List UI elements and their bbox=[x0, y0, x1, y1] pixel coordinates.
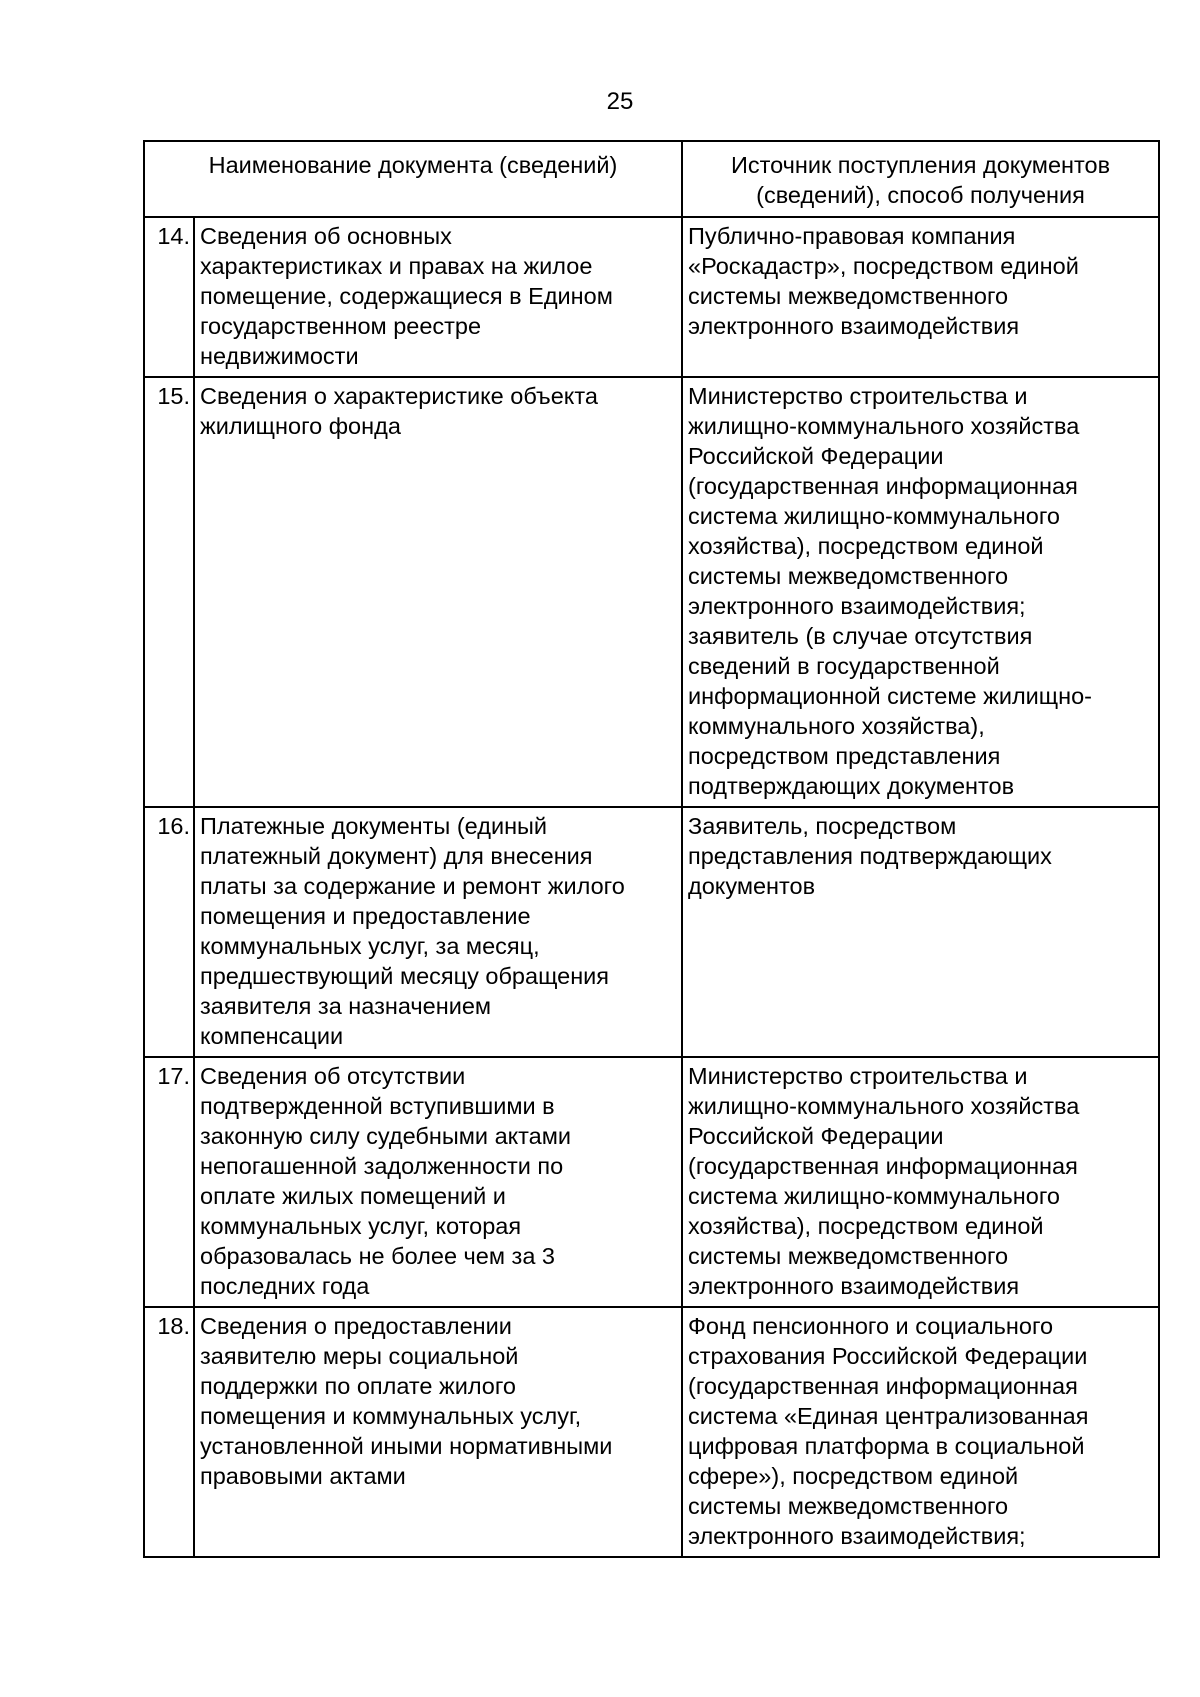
row-number: 18. bbox=[144, 1307, 194, 1557]
row-document-source bbox=[682, 1057, 1159, 1307]
row-document-source-text: Фонд пенсионного и социального страхования Российской Федерации (государственная информационная система «Единая централизованная цифровая платформа в социальной сфере»), посредством единой системы межведомственного электронного взаимодействия; bbox=[688, 1313, 1089, 1549]
row-document-name-text: Платежные документы (единый платежный документ) для внесения платы за содержание и ремонт жилого помещения и предоставление коммунальных услуг, за месяц, предшествующий месяцу обращения заявителя за назначением компенсации bbox=[200, 813, 625, 1049]
header-document-source bbox=[682, 141, 1159, 217]
table-row bbox=[144, 807, 1159, 1057]
header-document-name-text: Наименование документа (сведений) bbox=[208, 152, 618, 178]
row-document-name-text: Сведения об отсутствии подтвержденной вступившими в законную силу судебными актами непогашенной задолженности по оплате жилых помещений и коммунальных услуг, которая образовалась не более чем за 3 последних года bbox=[200, 1063, 572, 1299]
table-row bbox=[144, 217, 1159, 377]
header-document-name bbox=[144, 141, 682, 217]
row-document-source-text: Министерство строительства и жилищно-коммунального хозяйства Российской Федерации (государственная информационная система жилищно-коммунального хозяйства), посредством единой системы межведомственного электронного взаимодействия; заявитель (в случае отсутствия сведений в государственной информационной системе жилищно- коммунального хозяйства), посредством представления подтверждающих документов bbox=[688, 383, 1092, 799]
row-document-name-text: Сведения об основных характеристиках и правах на жилое помещение, содержащиеся в Едином государственном реестре недвижимости bbox=[200, 223, 613, 369]
row-document-name bbox=[194, 377, 682, 807]
table-row bbox=[144, 1057, 1159, 1307]
row-document-name bbox=[194, 807, 682, 1057]
row-document-name bbox=[194, 1057, 682, 1307]
row-document-source bbox=[682, 377, 1159, 807]
documents-table bbox=[143, 140, 1160, 1558]
table-row bbox=[144, 1307, 1159, 1557]
row-number: 14. bbox=[144, 217, 194, 377]
row-document-source-text: Министерство строительства и жилищно-коммунального хозяйства Российской Федерации (государственная информационная система жилищно-коммунального хозяйства), посредством единой системы межведомственного электронного взаимодействия bbox=[688, 1063, 1080, 1299]
row-document-name bbox=[194, 1307, 682, 1557]
row-document-name bbox=[194, 217, 682, 377]
row-number: 17. bbox=[144, 1057, 194, 1307]
row-document-source bbox=[682, 807, 1159, 1057]
row-document-name-text: Сведения о предоставлении заявителю меры социальной поддержки по оплате жилого помещения и коммунальных услуг, установленной иными нормативными правовыми актами bbox=[200, 1313, 613, 1489]
table-header-row bbox=[144, 141, 1159, 217]
page-number: 25 bbox=[606, 88, 634, 115]
row-number: 15. bbox=[144, 377, 194, 807]
row-document-source bbox=[682, 217, 1159, 377]
header-document-source-text: Источник поступления документов (сведений), способ получения bbox=[730, 152, 1111, 208]
row-document-source-text: Заявитель, посредством представления подтверждающих документов bbox=[688, 813, 1052, 899]
table-row bbox=[144, 377, 1159, 807]
row-document-source-text: Публично-правовая компания «Роскадастр», посредством единой системы межведомственного электронного взаимодействия bbox=[688, 223, 1079, 339]
row-number: 16. bbox=[144, 807, 194, 1057]
row-document-name-text: Сведения о характеристике объекта жилищного фонда bbox=[200, 383, 598, 439]
row-document-source bbox=[682, 1307, 1159, 1557]
